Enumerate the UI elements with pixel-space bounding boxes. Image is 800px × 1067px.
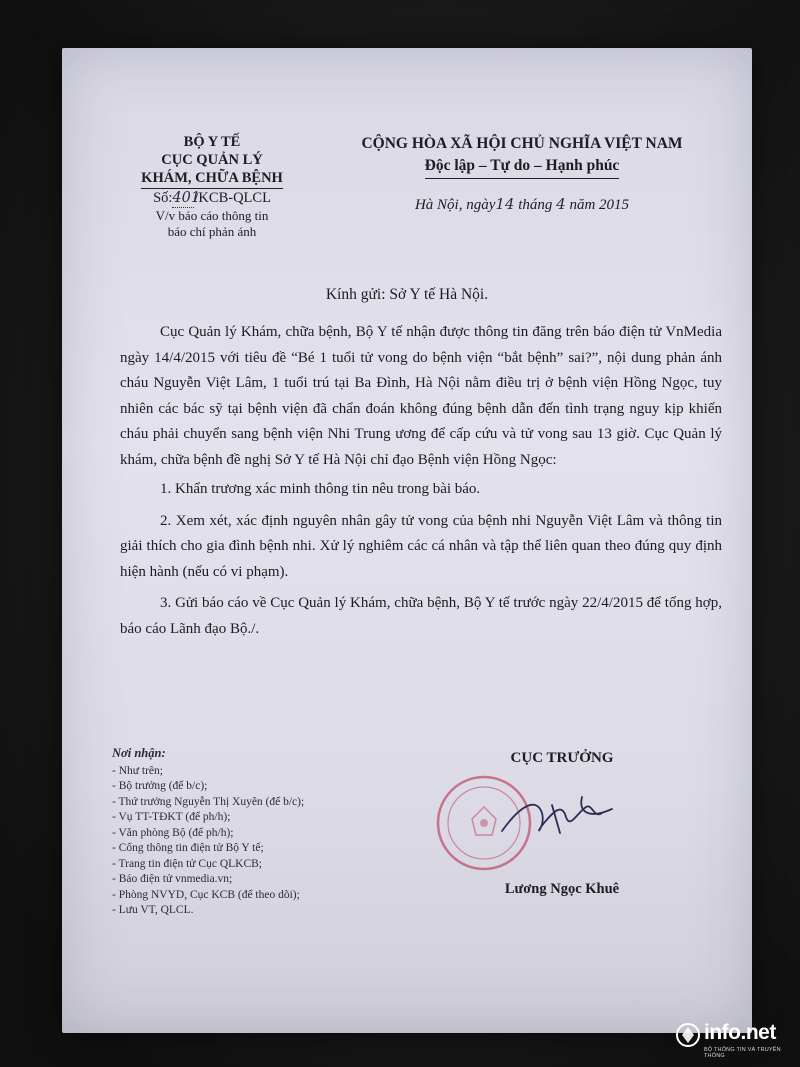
ministry-name: BỘ Y TẾ <box>183 134 241 150</box>
recipient-item: - Bộ trưởng (để b/c); <box>112 780 208 792</box>
issuer-header <box>102 133 322 240</box>
subject-line1: V/v báo cáo thông tin <box>155 208 269 223</box>
handwritten-number: 401 <box>172 190 201 206</box>
recipient-item: - Vụ TT-TĐKT (để ph/h); <box>112 811 231 823</box>
salutation: Kính gửi: Sở Y tế Hà Nội. <box>325 286 489 303</box>
recipient-item: - Phòng NVYD, Cục KCB (để theo dõi); <box>112 888 300 901</box>
recipient-item: - Lưu VT, QLCL. <box>112 904 194 916</box>
recipient-item: - Văn phòng Bộ (để ph/h); <box>112 826 234 839</box>
document-number: Số:401/KCB-QLCL <box>153 190 271 206</box>
recipient-item: - Như trên; <box>112 764 163 777</box>
recipients-title: Nơi nhận: <box>112 746 166 760</box>
request-item-2: 2. Xem xét, xác định nguyên nhân gây tử vong của bệnh nhi Nguyễn Việt Lâm và thông tin giải thích cho gia đình bệnh nhi. Xử lý nghiêm các cá nhân và tập thể liên quan theo đúng quy định hiện hành (nếu có vi phạm). <box>120 512 722 580</box>
country-name: CỘNG HÒA XÃ HỘI CHỦ NGHĨA VIỆT NAM <box>361 135 683 152</box>
handwritten-day: 14 <box>495 195 515 213</box>
letter-body <box>120 320 722 648</box>
signer-name: Lương Ngọc Khuê <box>504 881 620 897</box>
national-motto: Độc lập – Tự do – Hạnh phúc <box>425 155 620 179</box>
signer-title: CỤC TRƯỞNG <box>510 750 614 766</box>
watermark-tagline: BỘ THÔNG TIN VÀ TRUYỀN THÔNG <box>704 1047 781 1059</box>
document-date: Hà Nội, ngày14 tháng 4 năm 2015 <box>414 195 630 213</box>
recipient-item: - Trang tin điện tử Cục QLKCB; <box>112 857 262 870</box>
subject-line2: báo chí phản ánh <box>167 224 257 239</box>
request-item-3: 3. Gửi báo cáo về Cục Quản lý Khám, chữa bệnh, Bộ Y tế trước ngày 22/4/2015 để tổng hợp, báo cáo Lãnh đạo Bộ./. <box>120 595 722 637</box>
request-item-1: 1. Khẩn trương xác minh thông tin nêu trong bài báo. <box>160 481 481 497</box>
recipient-item: - Thứ trưởng Nguyễn Thị Xuyên (để b/c); <box>112 795 305 808</box>
recipient-item: - Cổng thông tin điện tử Bộ Y tế; <box>112 842 264 854</box>
department-name-line1: CỤC QUẢN LÝ <box>161 152 263 168</box>
recipients-list <box>112 746 402 919</box>
national-header <box>317 133 727 179</box>
department-name-line2: KHÁM, CHỮA BỆNH <box>141 169 283 189</box>
official-letter <box>62 48 752 1033</box>
handwritten-month: 4 <box>556 195 566 213</box>
signature-icon <box>482 783 632 853</box>
recipient-item: - Báo điện tử vnmedia.vn; <box>112 873 233 885</box>
watermark-brand: info.net <box>704 1021 776 1044</box>
body-paragraph: Cục Quản lý Khám, chữa bệnh, Bộ Y tế nhận được thông tin đăng trên báo điện tử VnMedia ngày 14/4/2015 với tiêu đề “Bé 1 tuổi tử vong do bệnh viện “bắt bệnh” sai?”, nội dung phản ánh cháu Nguyễn Việt Lâm, 1 tuổi trú tại Ba Đình, Hà Nội nằm điều trị ở bệnh viện Hồng Ngọc, tuy nhiên các bác sỹ tại bệnh viện đã chẩn đoán không đúng bệnh dẫn đến tình trạng nguy kịp khiến cháu phải chuyển sang bệnh viện Nhi Trung ương để cấp cứu và tử vong sau 13 giờ. Cục Quản lý khám, chữa bệnh đề nghị Sở Y tế Hà Nội chỉ đạo Bệnh viện Hồng Ngọc: <box>120 324 722 468</box>
